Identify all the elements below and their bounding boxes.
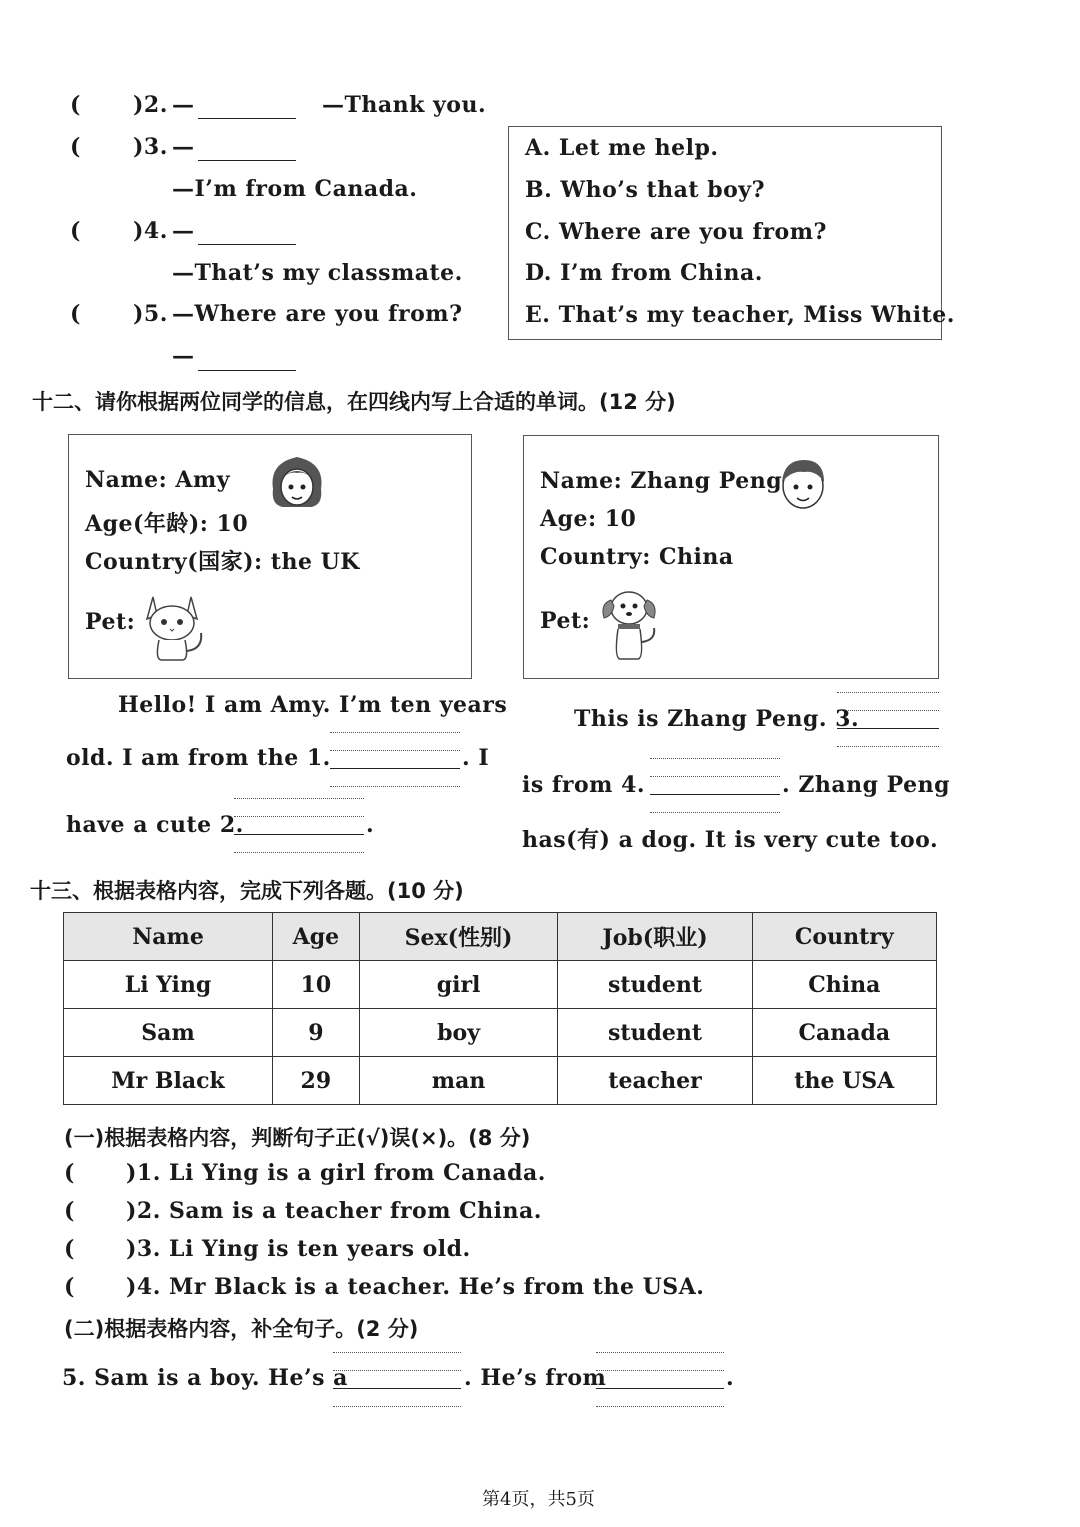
option-d: D. I’m from China. bbox=[525, 260, 763, 286]
judge-1-paren: ( bbox=[64, 1160, 75, 1186]
header-age: Age bbox=[273, 913, 360, 961]
amy-age: Age(年龄): 10 bbox=[85, 511, 249, 537]
judge-2-text: )2. Sam is a teacher from China. bbox=[126, 1198, 542, 1224]
q2-reply: —Thank you. bbox=[322, 92, 487, 118]
section13-title: 十三、根据表格内容，完成下列各题。(10 分) bbox=[30, 879, 464, 903]
zhangpeng-name: Name: Zhang Peng bbox=[540, 468, 783, 494]
amy-card bbox=[68, 434, 472, 679]
zhangpeng-text-line1: This is Zhang Peng. 3. bbox=[574, 706, 860, 732]
part2-title: (二)根据表格内容，补全句子。(2 分) bbox=[64, 1317, 419, 1341]
cell-country: the USA bbox=[752, 1057, 936, 1105]
cell-name: Mr Black bbox=[64, 1057, 273, 1105]
page-number: 第4页，共5页 bbox=[482, 1489, 595, 1510]
section12-title: 十二、请你根据两位同学的信息，在四线内写上合适的单词。(12 分) bbox=[32, 390, 676, 414]
amy-text-line2: old. I am from the 1. bbox=[66, 745, 331, 771]
part1-title: (一)根据表格内容，判断句子正(√)误(×)。(8 分) bbox=[64, 1126, 531, 1150]
cell-job: teacher bbox=[558, 1057, 752, 1105]
cell-name: Sam bbox=[64, 1009, 273, 1057]
cell-job: student bbox=[558, 961, 752, 1009]
zhangpeng-age: Age: 10 bbox=[540, 506, 637, 532]
zhangpeng-country: Country: China bbox=[540, 544, 734, 570]
answer-5a-fourline[interactable] bbox=[333, 1352, 461, 1406]
zhangpeng-text-line2: is from 4. bbox=[522, 772, 646, 798]
header-country: Country bbox=[752, 913, 936, 961]
q2-answer-blank[interactable] bbox=[198, 100, 296, 119]
q3-paren-open: ( bbox=[70, 134, 81, 160]
q5-question: —Where are you from? bbox=[172, 301, 463, 327]
dog-icon bbox=[594, 582, 664, 662]
option-c: C. Where are you from? bbox=[525, 219, 827, 245]
cell-job: student bbox=[558, 1009, 752, 1057]
q4-answer-blank[interactable] bbox=[198, 226, 296, 245]
zhangpeng-text-line2-end: . Zhang Peng bbox=[782, 772, 950, 798]
q5-paren-open: ( bbox=[70, 301, 81, 327]
cell-name: Li Ying bbox=[64, 961, 273, 1009]
option-b: B. Who’s that boy? bbox=[525, 177, 765, 203]
q5-dash: — bbox=[172, 343, 195, 369]
judge-4-paren: ( bbox=[64, 1274, 75, 1300]
amy-country: Country(国家): the UK bbox=[85, 549, 360, 575]
judge-1-text: )1. Li Ying is a girl from Canada. bbox=[126, 1160, 546, 1186]
girl-avatar-icon bbox=[265, 449, 329, 513]
option-a: A. Let me help. bbox=[525, 135, 719, 161]
q2-paren-open: ( bbox=[70, 92, 81, 118]
header-job: Job(职业) bbox=[558, 913, 752, 961]
option-e: E. That’s my teacher, Miss White. bbox=[525, 302, 955, 328]
judge-4-text: )4. Mr Black is a teacher. He’s from the USA. bbox=[126, 1274, 705, 1300]
amy-name: Name: Amy bbox=[85, 467, 231, 493]
q2-number: )2. bbox=[133, 92, 168, 118]
table-row bbox=[64, 961, 937, 1009]
answer-5b-fourline[interactable] bbox=[596, 1352, 724, 1406]
amy-text-line2-end: . I bbox=[462, 745, 490, 771]
q3-dash: — bbox=[172, 134, 195, 160]
q4-number: )4. bbox=[133, 218, 168, 244]
cell-sex: boy bbox=[359, 1009, 558, 1057]
answer-1-fourline[interactable] bbox=[330, 732, 460, 786]
q4-reply: —That’s my classmate. bbox=[172, 260, 463, 286]
answer-2-fourline[interactable] bbox=[234, 798, 364, 852]
zhangpeng-pet-label: Pet: bbox=[540, 608, 591, 634]
q2-dash: — bbox=[172, 92, 195, 118]
judge-3-text: )3. Li Ying is ten years old. bbox=[126, 1236, 471, 1262]
q5-sentence-start: 5. Sam is a boy. He’s a bbox=[62, 1365, 348, 1391]
cell-age: 10 bbox=[273, 961, 360, 1009]
q5-answer-blank[interactable] bbox=[198, 352, 296, 371]
amy-pet-label: Pet: bbox=[85, 609, 136, 635]
cell-country: China bbox=[752, 961, 936, 1009]
cell-age: 29 bbox=[273, 1057, 360, 1105]
q4-paren-open: ( bbox=[70, 218, 81, 244]
table-row bbox=[64, 1009, 937, 1057]
table-header-row bbox=[64, 913, 937, 961]
amy-text-line1: Hello! I am Amy. I’m ten years bbox=[118, 692, 508, 718]
options-box bbox=[508, 126, 955, 340]
answer-4-fourline[interactable] bbox=[650, 758, 780, 812]
cat-icon bbox=[135, 585, 211, 663]
cell-age: 9 bbox=[273, 1009, 360, 1057]
table-row bbox=[64, 1057, 937, 1105]
q3-reply: —I’m from Canada. bbox=[172, 176, 418, 202]
judge-2-paren: ( bbox=[64, 1198, 75, 1224]
amy-text-line3-end: . bbox=[366, 812, 375, 838]
q5-sentence-middle: . He’s from bbox=[464, 1365, 607, 1391]
q3-answer-blank[interactable] bbox=[198, 142, 296, 161]
q3-number: )3. bbox=[133, 134, 168, 160]
cell-country: Canada bbox=[752, 1009, 936, 1057]
zhangpeng-text-line3: has(有) a dog. It is very cute too. bbox=[522, 827, 939, 853]
header-name: Name bbox=[64, 913, 273, 961]
header-sex: Sex(性别) bbox=[359, 913, 558, 961]
cell-sex: man bbox=[359, 1057, 558, 1105]
judge-3-paren: ( bbox=[64, 1236, 75, 1262]
q4-dash: — bbox=[172, 218, 195, 244]
q5-sentence-end: . bbox=[726, 1365, 735, 1391]
zhangpeng-card bbox=[523, 435, 939, 679]
boy-avatar-icon bbox=[774, 454, 832, 514]
info-table bbox=[63, 912, 937, 1105]
q5-number: )5. bbox=[133, 301, 168, 327]
amy-text-line3: have a cute 2. bbox=[66, 812, 244, 838]
cell-sex: girl bbox=[359, 961, 558, 1009]
